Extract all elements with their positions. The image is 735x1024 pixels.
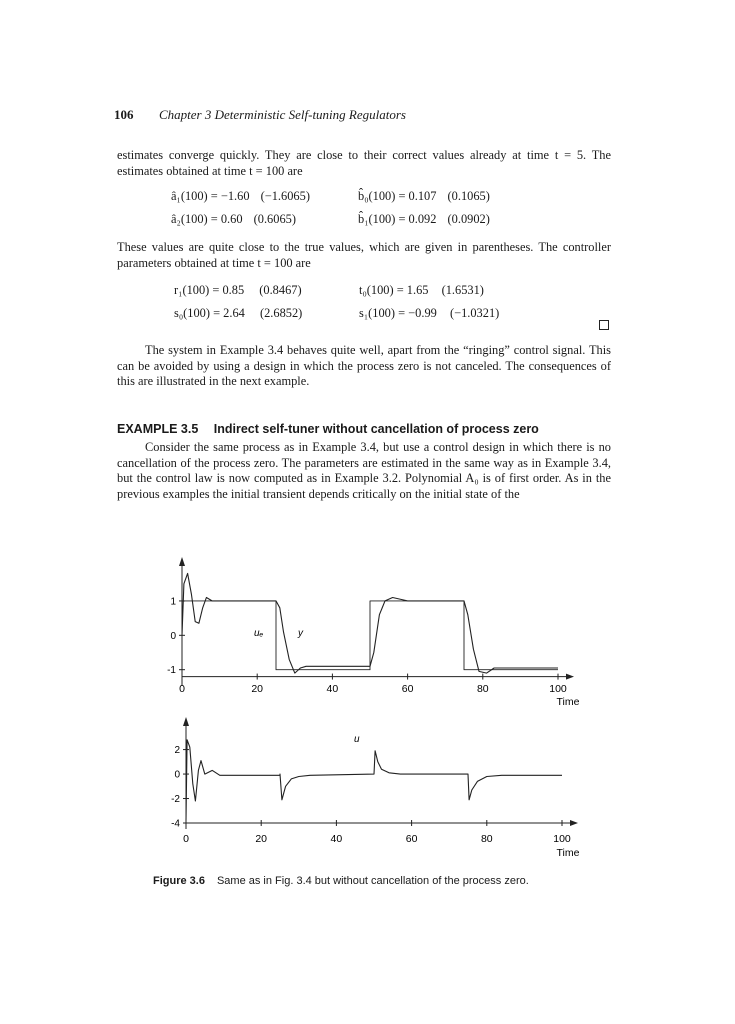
y-tick-label: 0 [174,769,180,781]
paragraph-1: estimates converge quickly. They are close to their correct values already at time t = 5. The estimates obtained at time t = 100 are [117,148,611,178]
estimate-a2: â₂(100) = 0.60 (0.6065) [171,212,296,226]
x-axis-arrow [570,820,578,826]
x-axis-label: Time [556,847,580,859]
x-tick-label: 20 [251,683,264,695]
page-number: 106 [114,107,134,122]
output-plot [150,550,600,710]
x-tick-label: 100 [549,683,567,695]
param-s1: s₁(100) = −0.99 (−1.0321) [359,306,500,320]
y-tick-label: -4 [171,818,180,830]
estimate-b0: b̂₀(100) = 0.107 (0.1065) [358,189,490,203]
y-tick-label: 2 [174,745,180,757]
estimate-b1: b̂₁(100) = 0.092 (0.0902) [358,212,490,226]
x-tick-label: 60 [405,833,418,845]
paragraph-3: The system in Example 3.4 behaves quite well, apart from the “ringing” control signal. This can be avoided by using a design in which the process zero is not canceled. The consequences of this are illustrated in the next example. [117,343,611,388]
x-tick-label: 20 [255,833,268,845]
control-plot [150,708,600,868]
series-line-uc [182,601,558,670]
example-number: EXAMPLE 3.5 [117,422,199,436]
y-tick-label: 1 [170,596,176,608]
y-tick-label: 0 [170,630,176,642]
param-r1: r₁(100) = 0.85 (0.8467) [174,283,302,297]
x-tick-label: 0 [183,833,189,845]
x-tick-label: 80 [480,833,493,845]
uc-annotation: uₑ [254,628,264,639]
paragraph-2: These values are quite close to the true values, which are given in parentheses. The controller parameters obtained at time t = 100 are [117,240,611,270]
running-title: Chapter 3 Deterministic Self-tuning Regulators [159,107,406,122]
x-axis-arrow [566,674,574,680]
x-tick-label: 80 [476,683,489,695]
series-line-u [186,740,562,821]
param-t0: t₀(100) = 1.65 (1.6531) [359,283,484,297]
y-axis-arrow [183,717,189,726]
x-tick-label: 40 [330,833,343,845]
x-tick-label: 100 [553,833,571,845]
example-title: Indirect self-tuner without cancellation of process zero [213,422,539,436]
figure-label: Figure 3.6 [153,875,205,887]
end-of-proof-box [599,320,609,330]
example-heading [117,422,539,436]
figure-caption-text: Same as in Fig. 3.4 but without cancellation of the process zero. [216,875,529,887]
y-annotation: y [298,628,303,639]
paragraph-4: Consider the same process as in Example 3.4, but use a control design in which there is no cancellation of the process zero. The parameters are estimated in the same way as in Example 3.4, but the control law is now computed as in Example 3.2. Polynomial A₀ is of first order. As in the previous examples the initial transient depends critically on the initial state of the [117,440,611,501]
u-annotation: u [354,734,360,745]
y-axis-arrow [179,557,185,566]
estimate-a1: â₁(100) = −1.60 (−1.6065) [171,189,310,203]
param-s0: s₀(100) = 2.64 (2.6852) [174,306,303,320]
y-tick-label: -1 [167,665,176,677]
x-tick-label: 40 [326,683,339,695]
figure-caption [153,875,529,887]
x-tick-label: 0 [179,683,185,695]
x-tick-label: 60 [401,683,414,695]
y-tick-label: -2 [171,794,180,806]
x-axis-label: Time [556,696,580,708]
